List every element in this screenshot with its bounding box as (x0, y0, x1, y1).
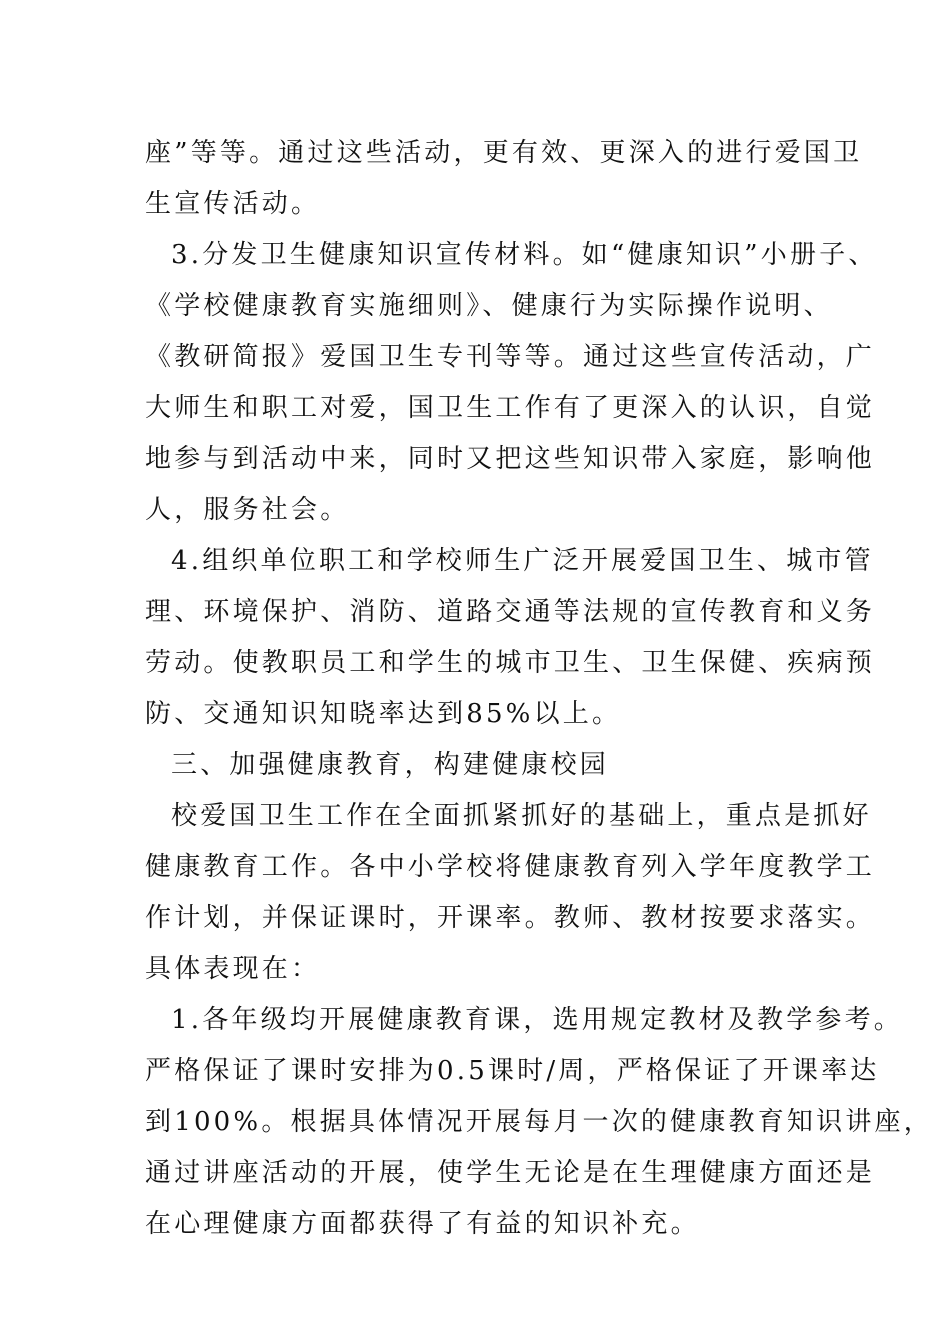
text-line: 严格保证了课时安排为0.5课时/周，严格保证了开课率达 (145, 1056, 880, 1086)
section-heading: 三、加强健康教育，构建健康校园 (171, 750, 610, 780)
text-line: 生宣传活动。 (145, 189, 321, 219)
paragraph-start-line: 校爱国卫生工作在全面抓紧抓好的基础上，重点是抓好 (171, 801, 872, 831)
paragraph-start-line: 4.组织单位职工和学校师生广泛开展爱国卫生、城市管 (171, 546, 874, 576)
text-line: 具体表现在： (145, 954, 321, 984)
text-line: 健康教育工作。各中小学校将健康教育列入学年度教学工 (145, 852, 876, 882)
text-line: 《学校健康教育实施细则》、健康行为实际操作说明、 (145, 291, 833, 321)
body-text (145, 128, 933, 1250)
text-line: 在心理健康方面都获得了有益的知识补充。 (145, 1209, 700, 1239)
text-line: 通过讲座活动的开展，使学生无论是在生理健康方面还是 (145, 1158, 876, 1188)
text-line: 《教研简报》爱国卫生专刊等等。通过这些宣传活动，广 (145, 342, 876, 372)
text-line: 人，服务社会。 (145, 495, 350, 525)
text-line: 地参与到活动中来，同时又把这些知识带入家庭，影响他 (145, 444, 876, 474)
text-line: 理、环境保护、消防、道路交通等法规的宣传教育和义务 (145, 597, 876, 627)
text-line: 作计划，并保证课时，开课率。教师、教材按要求落实。 (145, 903, 876, 933)
paragraph-start-line: 3.分发卫生健康知识宣传材料。如“健康知识”小册子、 (171, 240, 878, 270)
text-line: 座”等等。通过这些活动，更有效、更深入的进行爱国卫 (145, 138, 863, 168)
text-line: 劳动。使教职员工和学生的城市卫生、卫生保健、疾病预 (145, 648, 876, 678)
text-line: 到100%。根据具体情况开展每月一次的健康教育知识讲座， (145, 1107, 933, 1137)
text-line: 防、交通知识知晓率达到85%以上。 (145, 699, 622, 729)
paragraph-start-line: 1.各年级均开展健康教育课，选用规定教材及教学参考。 (171, 1005, 904, 1035)
text-line: 大师生和职工对爱，国卫生工作有了更深入的认识，自觉 (145, 393, 876, 423)
